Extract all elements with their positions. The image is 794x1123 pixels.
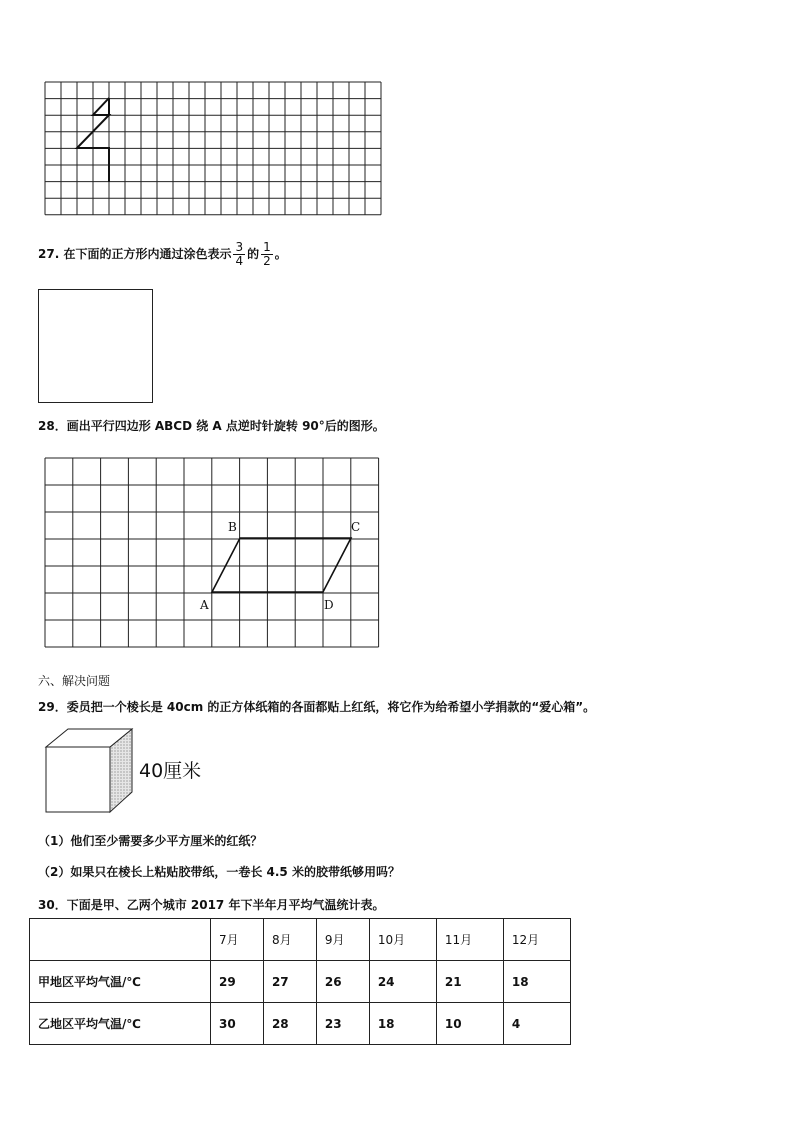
table-cell: 30 <box>211 1003 264 1045</box>
table-header-row <box>30 919 571 961</box>
table-cell <box>30 919 211 961</box>
table-cell: 7月 <box>211 919 264 961</box>
table-cell: 24 <box>369 961 436 1003</box>
point-label-a: A <box>200 598 209 612</box>
table-cell: 9月 <box>316 919 369 961</box>
table-cell: 10 <box>436 1003 503 1045</box>
q29-text: 29．委员把一个棱长是 40cm 的正方体纸箱的各面都贴上红纸，将它作为给希望小学捐款的“爱心箱”。 <box>38 700 596 714</box>
section-title: 六、解决问题 <box>38 674 111 688</box>
table-cell: 18 <box>503 961 570 1003</box>
q29-sub1: （1）他们至少需要多少平方厘米的红纸？ <box>38 834 263 848</box>
table-cell: 12月 <box>503 919 570 961</box>
table-cell: 18 <box>369 1003 436 1045</box>
table-cell: 8月 <box>263 919 316 961</box>
table-cell: 23 <box>316 1003 369 1045</box>
q28-text: 28．画出平行四边形 ABCD 绕 A 点逆时针旋转 90°后的图形。 <box>38 419 385 433</box>
table-row <box>30 1003 571 1045</box>
table-cell: 27 <box>263 961 316 1003</box>
table-cell: 4 <box>503 1003 570 1045</box>
table-cell: 10月 <box>369 919 436 961</box>
cube-edge-label: 40厘米 <box>139 760 202 782</box>
table-cell: 26 <box>316 961 369 1003</box>
fraction-one-half: $\frac{1}{2}$ <box>263 240 271 268</box>
q29-sub2: （2）如果只在棱长上粘贴胶带纸，一卷长 4.5 米的胶带纸够用吗？ <box>38 865 400 879</box>
point-label-b: B <box>228 520 237 534</box>
q27-text: 27. 在下面的正方形内通过涂色表示 $\frac{3}{4}$ 的 $\frac{1}{2}$ 。 <box>38 240 287 268</box>
table-cell: 29 <box>211 961 264 1003</box>
q30-text: 30．下面是甲、乙两个城市 2017 年下半年月平均气温统计表。 <box>38 898 385 912</box>
cube-front-face <box>46 747 110 812</box>
point-label-c: C <box>351 520 361 534</box>
table-cell: 乙地区平均气温/℃ <box>30 1003 211 1045</box>
table-row <box>30 961 571 1003</box>
table-cell: 28 <box>263 1003 316 1045</box>
temperature-table <box>29 918 571 1045</box>
table-cell: 21 <box>436 961 503 1003</box>
table-cell: 甲地区平均气温/℃ <box>30 961 211 1003</box>
table-cell: 11月 <box>436 919 503 961</box>
point-label-d: D <box>324 598 334 612</box>
fraction-three-quarters: $\frac{3}{4}$ <box>235 240 244 268</box>
